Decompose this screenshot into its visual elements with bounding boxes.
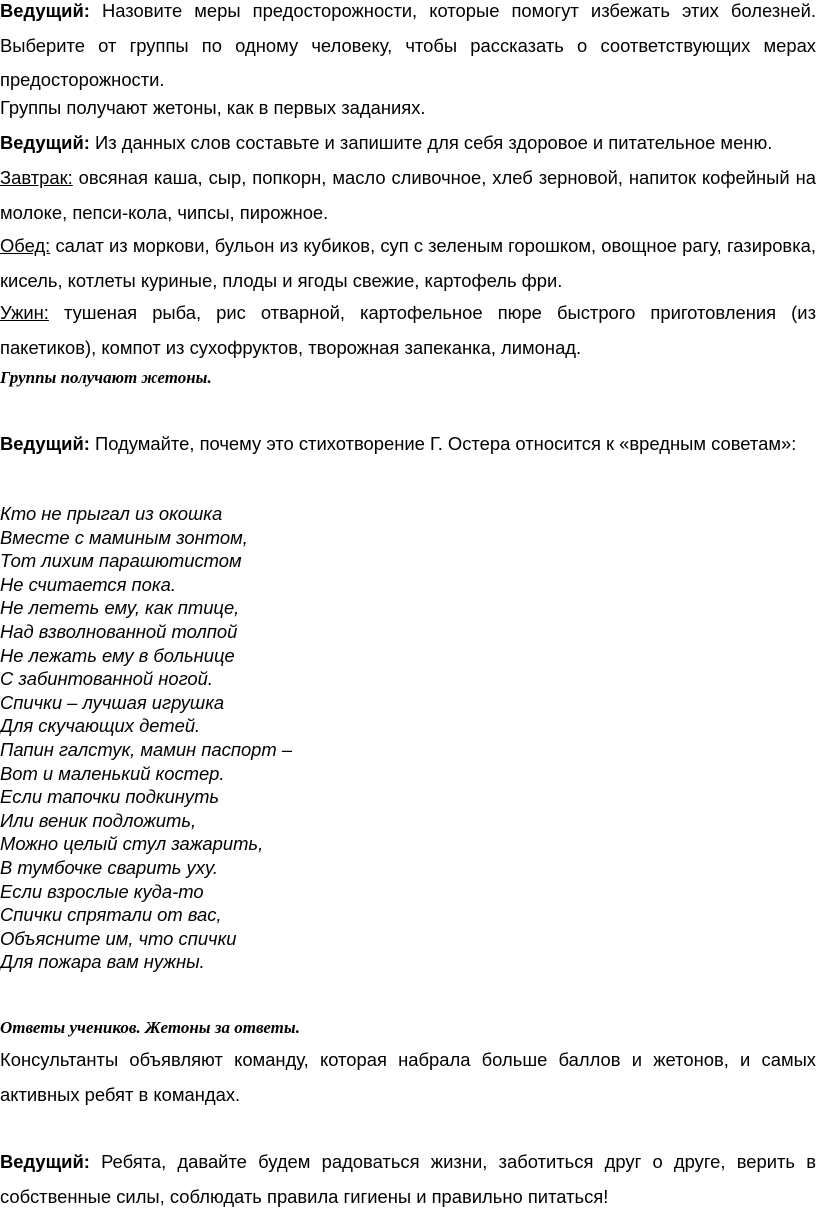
- poem-line: Если тапочки подкинуть: [0, 786, 220, 808]
- poem-line: В тумбочке сварить уху.: [0, 856, 219, 878]
- breakfast-label: Завтрак:: [0, 167, 73, 188]
- poem-line: Не лежать ему в больнице: [0, 644, 235, 666]
- answers-note: Ответы учеников. Жетоны за ответы.: [0, 1018, 300, 1037]
- paragraph-breakfast: [0, 161, 816, 230]
- paragraph-text: Группы получают жетоны, как в первых заданиях.: [0, 97, 426, 118]
- poem-line: Не считается пока.: [0, 573, 176, 595]
- poem-line: Спички спрятали от вас,: [0, 904, 222, 926]
- speaker-label: Ведущий:: [0, 1151, 90, 1172]
- paragraph-text: Консультанты объявляют команду, которая набрала больше баллов и жетонов, и самых активных ребят в командах.: [0, 1049, 816, 1105]
- paragraph-text: Назовите меры предосторожности, которые помогут избежать этих болезней. Выберите от группы по одному человеку, чтобы рассказать о соответствующих мерах предосторожности.: [0, 0, 816, 90]
- paragraph-text: Ребята, давайте будем радоваться жизни, заботиться друг о друге, верить в собственные силы, соблюдать правила гигиены и правильно питаться!: [0, 1151, 816, 1207]
- poem-line: Кто не прыгал из окошка: [0, 503, 223, 524]
- poem-line: Над взволнованной толпой: [0, 620, 238, 642]
- poem-line: Тот лихим парашютистом: [0, 550, 242, 572]
- paragraph-lunch: [0, 229, 816, 298]
- lunch-text: салат из моркови, бульон из кубиков, суп с зеленым горошком, овощное рагу, газировка, кисель, котлеты куриные, плоды и ягоды свежие, картофель фри.: [0, 235, 816, 291]
- poem-line: Или веник подложить,: [0, 809, 197, 831]
- poem-line: Для пожара вам нужны.: [0, 951, 205, 973]
- paragraph-poem-question: [0, 427, 816, 462]
- speaker-label: Ведущий:: [0, 0, 90, 21]
- dinner-text: тушеная рыба, рис отварной, картофельное пюре быстрого приготовления (из пакетиков), компот из сухофруктов, творожная запеканка, лимонад.: [0, 302, 816, 358]
- poem-line: Не лететь ему, как птице,: [0, 597, 240, 619]
- poem-line: Для скучающих детей.: [0, 715, 201, 737]
- paragraph-text: Подумайте, почему это стихотворение Г. Остера относится к «вредным советам»:: [89, 433, 797, 454]
- dinner-label: Ужин:: [0, 302, 49, 323]
- poem: [0, 502, 816, 974]
- lunch-label: Обед:: [0, 235, 51, 256]
- speaker-label: Ведущий:: [0, 132, 90, 153]
- poem-line: Если взрослые куда-то: [0, 880, 204, 902]
- poem-line: Объясните им, что спички: [0, 927, 237, 949]
- paragraph-consultants: [0, 1043, 816, 1112]
- paragraph-text: Из данных слов составьте и запишите для себя здоровое и питательное меню.: [89, 132, 773, 153]
- paragraph-menu-task: [0, 126, 816, 161]
- poem-line: С забинтованной ногой.: [0, 668, 214, 690]
- speaker-label: Ведущий:: [0, 433, 90, 454]
- poem-line: Спички – лучшая игрушка: [0, 691, 225, 713]
- paragraph-safety-measures: [0, 0, 816, 98]
- poem-line: Папин галстук, мамин паспорт –: [0, 738, 293, 760]
- poem-line: Вместе с маминым зонтом,: [0, 526, 248, 548]
- paragraph-groups-tokens: [0, 91, 816, 126]
- poem-line: Вот и маленький костер.: [0, 762, 225, 784]
- breakfast-text: овсяная каша, сыр, попкорн, масло сливочное, хлеб зерновой, напиток кофейный на молоке, пепси-кола, чипсы, пирожное.: [0, 167, 816, 223]
- tokens-note: Группы получают жетоны.: [0, 368, 212, 387]
- paragraph-dinner: [0, 296, 816, 365]
- paragraph-closing: [0, 1145, 816, 1214]
- poem-line: Можно целый стул зажарить,: [0, 833, 264, 855]
